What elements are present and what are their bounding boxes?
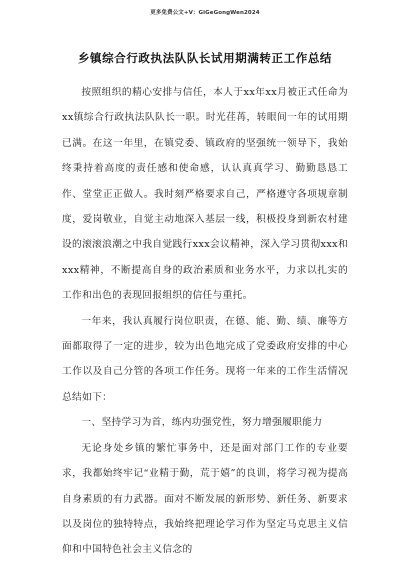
paragraph-intro: 按照组织的精心安排与信任，本人于xx年xx月被正式任命为xx镇综合行政执法队队长一职。时光荏苒，转眼间一年的试用期已满。在这一年里，在镇党委、镇政府的坚强统一领导下，我始终秉持着高度的责任感和使命感，认认真真学习、勤勤恳恳工作、堂堂正正做人。我时刻严格要求自己，严格遵守各项规章制度，爱岗敬业，自觉主动地深入基层一线，积极投身到新农村建设的滚滚浪潮之中我自觉践行xxx会议精神，深入学习贯彻xxx和xxx精神，不断提高自身的政治素质和业务水平，力求以扎实的工作和出色的表现回报组织的信任与重托。 (62, 87, 348, 302)
document-body (62, 80, 348, 563)
section-heading: 一、坚持学习为首，练内功强党性，努力增强履职能力 (81, 417, 323, 429)
document-title: 乡镇综合行政执法队队长试用期满转正工作总结 (77, 51, 333, 65)
paragraph-summary: 一年来，我认真履行岗位职责，在德、能、勤、绩、廉等方面都取得了一定的进步，较为出色地完成了党委政府安排的中心工作以及自己分管的各项工作任务。现将一年来的工作生活情况总结如下： (62, 315, 348, 403)
paragraph-section-1: 无论身处乡镇的繁忙事务中，还是面对部门工作的专业要求，我都始终牢记“业精于勤，荒于嬉”的良训，将学习视为提高自身素质的有力武器。面对不断发展的新形势、新任务、新要求以及岗位的独特特点，我始终把理论学习作为坚定马克思主义信仰和中国特色社会主义信念的 (62, 442, 348, 556)
header-note: 更多免费公文+V：GiGeGongWen2024 (150, 10, 260, 16)
